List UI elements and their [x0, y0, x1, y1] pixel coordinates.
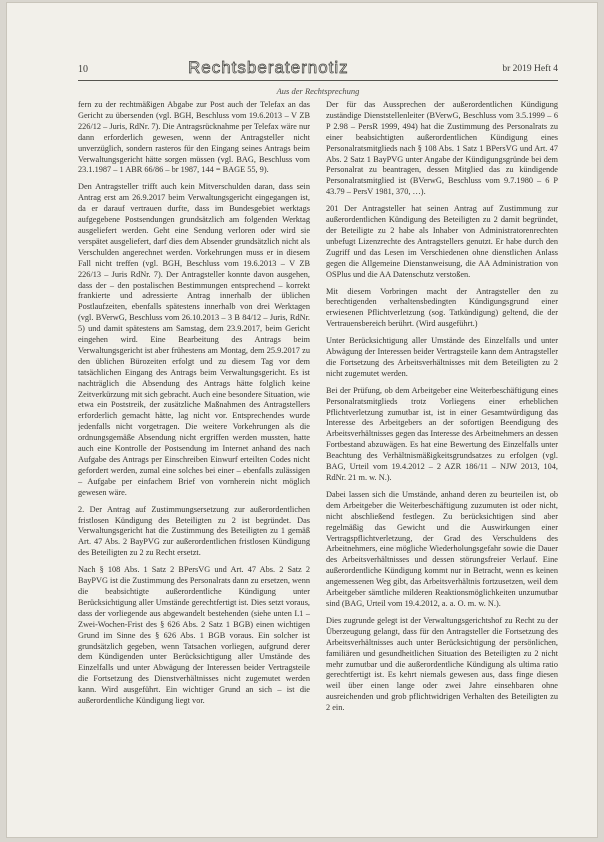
right-column [326, 100, 558, 790]
paragraph: Nach § 108 Abs. 1 Satz 2 BPersVG und Art. 47 Abs. 2 Satz 2 BayPVG ist die Zustimmung des Personalrats dann zu ersetzen, wenn die beabsichtigte außerordentliche Kündigung unter Berücksichtigung aller Umstände gerechtfertigt ist. Dies setzt voraus, dass der vorliegende aus abgewandelt bestehenden (siehe unten I.1 – Zwei-Wochen-Frist des § 626 Abs. 2 Satz 1 BGB) einen wichtigen Grund im Sinne des § 626 Abs. 1 BGB voraus. Ein solcher ist grundsätzlich gegeben, wenn Tatsachen vorliegen, aufgrund derer dem Kündigenden unter Berücksichtigung aller Umstände des Einzelfalls und unter Abwägung der Interessen beider Vertragsteile die Fortsetzung des Dienstverhältnisses nicht zugemutet werden kann. Wird ausgeführt. Ein wichtiger Grund an sich – ist die außerordentliche Kündigung liegt vor. [78, 565, 310, 706]
left-column [78, 100, 310, 790]
running-header [78, 58, 558, 82]
paragraph: Der für das Aussprechen der außerordentlichen Kündigung zuständige Dienststellenleiter (BVerwG, Beschluss vom 3.5.1999 – 6 P 2.98 – PersR 1999, 494) hat die Zustimmung des Personalrats zu einer beabsichtigten außerordentlichen Kündigung eines Personalratsmitglieds nach § 108 Abs. 1 Satz 1 BPersVG und Art. 47 Abs. 2 Satz 1 BayPVG unter Angabe der Kündigungsgründe bei dem Personalrat zu beantragen, dessen Mitglied das zu kündigende Personalratsmitglied ist (BVerwG, Beschluss vom 9.7.1980 – 6 P 43.79 – PersV 1981, 370, …). [326, 100, 558, 197]
document-page [6, 2, 598, 838]
paragraph: 201 Der Antragsteller hat seinen Antrag auf Zustimmung zur außerordentlichen Kündigung des Beteiligten zu 2 damit begründet, der Beteiligte zu 2 habe als Inhaber von Administratorenrechten unbefugt Lizenzrechte des Antragstellers genutzt. Er habe durch den Zugriff und das Lesen im Verschiedenen ohne dienstlichen Anlass gegen die Allgemeine Dienstanweisung, die AA Administration von OSPlus und die AA Datenschutz verstoßen. [326, 204, 558, 279]
paragraph: Dabei lassen sich die Umstände, anhand deren zu beurteilen ist, ob dem Arbeitgeber die Weiterbeschäftigung zuzumuten ist oder nicht, nicht abschließend festlegen. Zu berücksichtigen sind aber regelmäßig das Gewicht und die Auswirkungen einer Vertragspflichtverletzung, der Grad des Verschuldens des Arbeitnehmers, eine mögliche Wiederholungsgefahr sowie die Dauer des Arbeitsverhältnisses und dessen störungsfreier Verlauf. Eine außerordentliche Kündigung kommt nur in Betracht, wenn es keinen angemessenen Weg gibt, das Arbeitsverhältnis fortzusetzen, weil dem Arbeitgeber sämtliche milderen Reaktionsmöglichkeiten unzumutbar sind (BAG, Urteil vom 19.4.2012, a. a. O. m. w. N.). [326, 489, 558, 608]
journal-title: Rechtsberaternotiz [188, 58, 349, 77]
paragraph: Mit diesem Vorbringen macht der Antragsteller den zu berechtigenden verhaltensbedingten Kündigungsgrund einer erwiesenen Pflichtverletzung (sog. Tatkündigung) geltend, die der Vertrauensbereich berührt. (Wird ausgeführt.) [326, 286, 558, 329]
paragraph: fern zu der rechtmäßigen Abgabe zur Post auch der Telefax an das Gericht zu übersenden (vgl. BGH, Beschluss vom 19.6.2013 – V ZB 226/12 – Juris, RdNr. 7). Die Antragsrücknahme per Telefax wäre nur dann erforderlich gewesen, wenn der Antragsteller nicht unverzüglich, sondern rasteros für den Eingang seines Antrags beim Verwaltungsgericht hätte sorgen müssen (vgl. BAG, Beschluss vom 23.1.1987 – 1 ABR 66/86 – br 1987, 144 = BAGE 55, 9). [78, 100, 310, 175]
paragraph: Dies zugrunde gelegt ist der Verwaltungsgerichtshof zu Recht zu der Überzeugung gelangt, dass für den Antragsteller die Fortsetzung des Arbeitsverhältnisses auch unter Berücksichtigung der persönlichen, familiären und gesundheitlichen Situation des Beteiligten zu 2 nicht mehr zumutbar und die außerordentliche Kündigung als ultima ratio gerechtfertigt ist. Es kehrt niemals gewesen aus, dass finge diesen weil über einen lange oder zwei Jahre einsehbaren ohne ausreichenden und grob pflichtwidrigen Verhalten des Beteiligten zu 2 ein. [326, 615, 558, 713]
paragraph: Bei der Prüfung, ob dem Arbeitgeber eine Weiterbeschäftigung eines Personalratsmitglieds trotz Vorliegens einer erheblichen Pflichtverletzung zumutbar ist, ist in einer Gesamtwürdigung das Interesse des Arbeitgebers an der sofortigen Beendigung des Arbeitsverhältnisses gegen das Interesse des Arbeitnehmers an dessen Fortbestand abzuwägen. Es hat eine Bewertung des Einzelfalls unter Beachtung des Verhältnismäßigkeitsgrundsatzes zu erfolgen (vgl. BAG, Urteil vom 19.4.2012 – 2 AZR 186/11 – NJW 2013, 104, RdNr. 21 m. w. N.). [326, 385, 558, 482]
page-number: 10 [78, 64, 88, 75]
header-rule [78, 80, 558, 81]
paragraph: 2. Der Antrag auf Zustimmungsersetzung zur außerordentlichen fristlosen Kündigung des Beteiligten zu 2 ist begründet. Das Verwaltungsgericht hat die Zustimmung des Beteiligten zu 1 gemäß Art. 47 Abs. 2 BayPVG zur außerordentlichen fristlosen Kündigung des Beteiligten zu 2 zu Recht ersetzt. [78, 504, 310, 558]
section-label: Aus der Rechtsprechung [276, 86, 360, 96]
paragraph: Den Antragsteller trifft auch kein Mitverschulden daran, dass sein Antrag erst am 26.9.2017 beim Verwaltungsgericht eingegangen ist, da er darauf vertrauen durfte, dass im Bundesgebiet werktags aufgegebene Postsendungen grundsätzlich am folgenden Werktag ausgeliefert werden. Geht eine Sendung verloren oder wird sie verspätet ausgeliefert, darf dies dem Absender grundsätzlich nicht als Verschulden angerechnet werden. Vorkehrungen muss er in diesem Fall nicht treffen (vgl. BGH, Beschluss vom 19.6.2013 – V ZB 226/13 – Juris RdNr. 7). Der Antragsteller konnte davon ausgehen, dass der – den postalischen Bestimmungen entsprechend – korrekt frankierte und adressierte Antrag innerhalb der üblichen Postlaufzeiten, ebenfalls spätestens innerhalb von drei Werktagen (vgl. BVerwG, Beschluss vom 26.10.2013 – 3 B 84/12 – Juris, RdNr. 5) und damit spätestens am Samstag, dem 23.9.2017, beim Gericht eingehen wird. Eine Bearbeitung des Antrags beim Verwaltungsgericht ist aber frühestens am Montag, dem 25.9.2017 zu den üblichen Bürozeiten erfolgt und zu diesem Tag vor dem tatsächlichen Eingang des Antrags beim Verwaltungsgericht. Es ist nachträglich die Absendung des Antrags hätte folglich keine Zeitverkürzung mit sich gebracht. Auch eine besondere Situation, wie etwa ein Poststreik, der zusätzliche Maßnahmen des Antragstellers erforderlich gemacht hätte, lag nicht vor. Entsprechendes wurde jedenfalls nicht vorgetragen. Die weitere Vorkehrungen als die ordnungsgemäße Absendung nicht ergriffen werden mussten, hatte auch eine Kontrolle der Postsendung im Internet anhand des nach Aufgabe des Antrags per Einschreiben Einwurf erteilten Codes nicht gefordert werden, zumal eine solches bei einer – ebenfalls zulässigen – Aufgabe per einfachem Brief von vornherein nicht möglich gewesen wäre. [78, 182, 310, 497]
issue-label: br 2019 Heft 4 [502, 64, 558, 74]
paragraph: Unter Berücksichtigung aller Umstände des Einzelfalls und unter Abwägung der Interessen beider Vertragsteile kann dem Antragsteller die Fortsetzung des Arbeitsverhältnisses mit dem Beteiligten zu 2 nicht zugemutet werden. [326, 336, 558, 378]
